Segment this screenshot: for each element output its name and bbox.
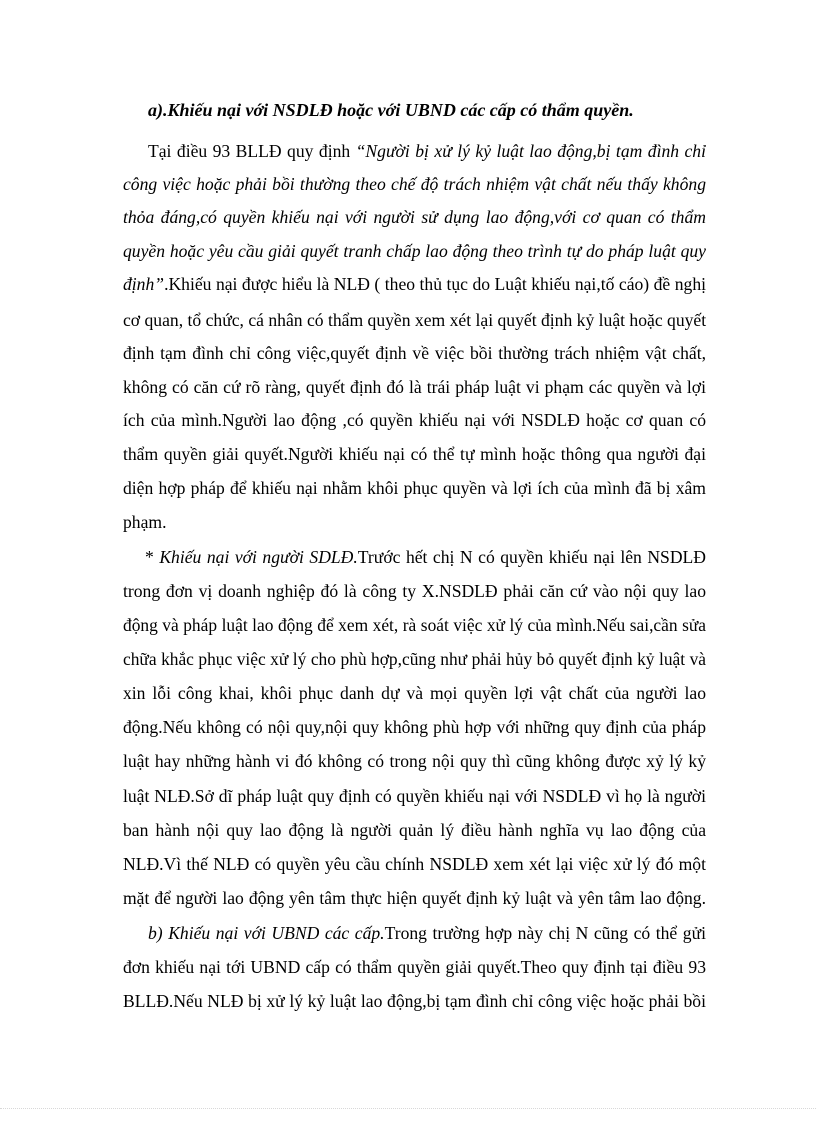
paragraph-3-line-3: BLLĐ.Nếu NLĐ bị xử lý kỷ luật lao động,bị tạm đình chỉ công việc hoặc phải bồi [123,991,706,1011]
text-run: .Khiếu nại được hiểu là NLĐ ( theo thủ tục do Luật khiếu nại,tố cáo) đề nghị [164,274,706,294]
paragraph-1-line-5 [123,273,706,295]
text-run: Tại điều 93 BLLĐ quy định [148,141,356,161]
paragraph-2-line-4: chữa khắc phục việc xử lý cho phù hợp,cũng như phải hủy bỏ quyết định kỷ luật và [123,649,706,669]
paragraph-1-line-7: định tạm đình chỉ công việc,quyết định về việc bồi thường trách nhiệm vật chất, [123,343,706,363]
paragraph-1-line-10: thẩm quyền giải quyết.Người khiếu nại có thể tự mình hoặc thông qua người đại [123,444,706,464]
paragraph-1-line-9: ích của mình.Người lao động ,có quyền khiếu nại với NSDLĐ hoặc cơ quan có [123,410,706,430]
text-run: Trong trường hợp này chị N cũng có thể gửi [384,923,707,943]
paragraph-1-line-1 [148,140,706,162]
bullet-marker: * [145,547,160,567]
subheading-text: b) Khiếu nại với UBND các cấp. [148,923,385,943]
paragraph-2-line-3: động và pháp luật lao động để xem xét, rà soát việc xử lý của mình.Nếu sai,cần sửa [123,615,706,635]
paragraph-2-line-8: luật NLĐ.Sở dĩ pháp luật quy định có quyền khiếu nại với NSDLĐ vì họ là người [123,786,706,806]
paragraph-1-line-3: thỏa đáng,có quyền khiếu nại với người sử dụng lao động,với cơ quan có thẩm [123,207,706,227]
page-bottom-divider [0,1108,816,1109]
paragraph-3-line-1 [148,922,706,944]
subheading-text: Khiếu nại với người SDLĐ. [159,547,358,567]
paragraph-2-line-11: mặt để người lao động yên tâm thực hiện quyết định kỷ luật và yên tâm lao động. [123,888,706,908]
text-run: Trước hết chị N có quyền khiếu nại lên NSDLĐ [357,547,707,567]
paragraph-2-line-7: luật hay những hành vi đó không có trong nội quy thì cũng không được xỷ lý kỷ [123,751,706,771]
paragraph-2-line-9: ban hành nội quy lao động là người quản lý điều hành nghĩa vụ lao động của [123,820,706,840]
paragraph-2-line-1 [145,546,706,568]
paragraph-2-line-5: xin lỗi công khai, khôi phục danh dự và mọi quyền lợi vật chất của người lao [123,683,706,703]
quote-text: “Người bị xử lý kỷ luật lao động,bị tạm đình chỉ [355,141,706,161]
quote-text: định” [123,274,165,294]
paragraph-1-line-11: diện hợp pháp để khiếu nại nhằm khôi phục quyền và lợi ích của mình đã bị xâm [123,478,706,498]
paragraph-2-line-2: trong đơn vị doanh nghiệp đó là công ty X.NSDLĐ phải căn cứ vào nội quy lao [123,581,706,601]
paragraph-3-line-2: đơn khiếu nại tới UBND cấp có thẩm quyền giải quyết.Theo quy định tại điều 93 [123,957,706,977]
paragraph-2-line-6: động.Nếu không có nội quy,nội quy không phù hợp với những quy định của pháp [123,717,706,737]
paragraph-1-line-6: cơ quan, tổ chức, cá nhân có thẩm quyền xem xét lại quyết định kỷ luật hoặc quyết [123,310,707,330]
paragraph-1-line-8: không có căn cứ rõ ràng, quyết định đó là trái pháp luật vi phạm các quyền và lợi [123,377,706,397]
section-heading: a).Khiếu nại với NSDLĐ hoặc với UBND các cấp có thẩm quyền. [148,100,634,120]
paragraph-1-line-2: công việc hoặc phải bồi thường theo chế độ trách nhiệm vật chất nếu thấy không [123,174,706,194]
paragraph-1-line-4: quyền hoặc yêu cầu giải quyết tranh chấp lao động theo trình tự do pháp luật quy [123,241,706,261]
paragraph-2-line-10: NLĐ.Vì thế NLĐ có quyền yêu cầu chính NSDLĐ xem xét lại việc xử lý đó một [123,854,706,874]
paragraph-1-line-12: phạm. [123,512,167,532]
